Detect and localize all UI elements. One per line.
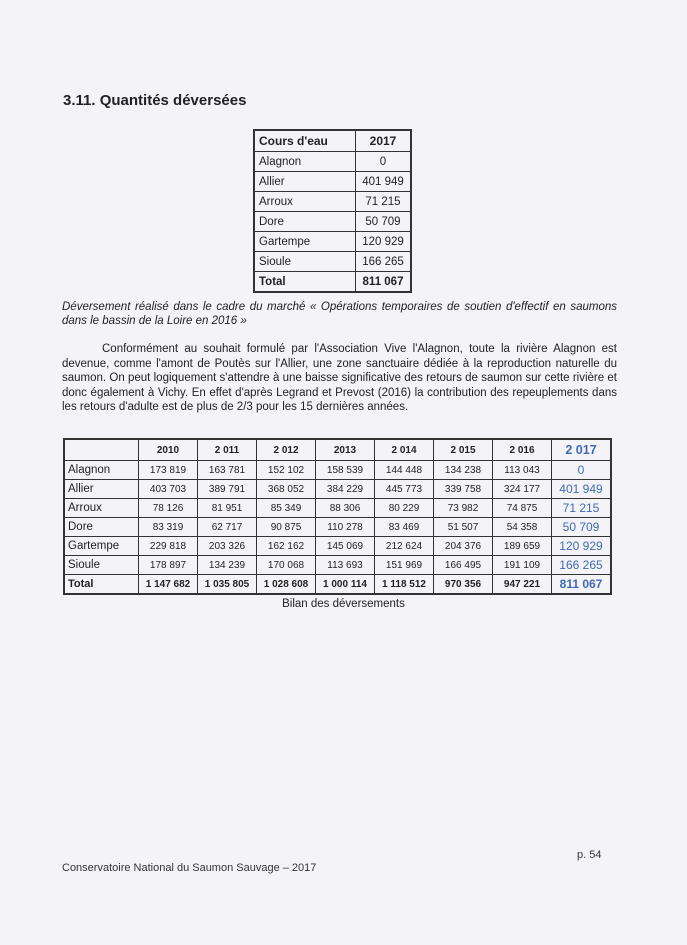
value-cell: 204 376 xyxy=(434,537,493,556)
year-header: 2 011 xyxy=(198,439,257,461)
river-name: Dore xyxy=(254,212,356,232)
value-cell: 384 229 xyxy=(316,480,375,499)
total-value: 811 067 xyxy=(356,272,412,293)
value-cell: 134 239 xyxy=(198,556,257,575)
value-cell: 134 238 xyxy=(434,461,493,480)
section-heading: 3.11. Quantités déversées xyxy=(63,92,247,109)
total-value-highlight: 811 067 xyxy=(552,575,612,595)
value-cell-highlight: 401 949 xyxy=(552,480,612,499)
value-cell: 113 693 xyxy=(316,556,375,575)
year-header: 2013 xyxy=(316,439,375,461)
value-cell: 368 052 xyxy=(257,480,316,499)
year-header: 2010 xyxy=(139,439,198,461)
value-cell-highlight: 71 215 xyxy=(552,499,612,518)
table-row xyxy=(254,212,411,232)
table-row xyxy=(254,152,411,172)
river-name: Gartempe xyxy=(254,232,356,252)
table-row xyxy=(64,480,611,499)
column-header-year: 2017 xyxy=(356,130,412,152)
value-cell: 212 624 xyxy=(375,537,434,556)
value-cell: 229 818 xyxy=(139,537,198,556)
value-cell: 324 177 xyxy=(493,480,552,499)
year-header-highlight: 2 017 xyxy=(552,439,612,461)
value-cell: 203 326 xyxy=(198,537,257,556)
value-cell: 62 717 xyxy=(198,518,257,537)
river-name: Alagnon xyxy=(254,152,356,172)
table-row xyxy=(254,192,411,212)
body-paragraph: Conformément au souhait formulé par l'Association Vive l'Alagnon, toute la rivière Alagnon est devenue, comme l'amont de Poutès sur l'Allier, une zone sanctuaire dédiée à la reproduction naturelle du saumon. On peut logiquement s'attendre à une baisse significative des retours de saumon sur cette rivière et donc également à Vichy. En effet d'après Legrand et Prevost (2016) la contribution des repeuplements dans les retours d'adulte est de plus de 2/3 pour les 15 dernières années. xyxy=(62,343,617,413)
river-name: Arroux xyxy=(254,192,356,212)
table-row xyxy=(64,499,611,518)
value-cell: 445 773 xyxy=(375,480,434,499)
value-cell: 162 162 xyxy=(257,537,316,556)
year-header: 2 012 xyxy=(257,439,316,461)
column-header-river: Cours d'eau xyxy=(254,130,356,152)
river-name: Gartempe xyxy=(64,537,139,556)
page-footer: Conservatoire National du Saumon Sauvage – 2017 xyxy=(62,862,317,874)
value-cell-highlight: 0 xyxy=(552,461,612,480)
value-cell: 173 819 xyxy=(139,461,198,480)
value-cell: 145 069 xyxy=(316,537,375,556)
table-total-row xyxy=(64,575,611,595)
quantity-value: 166 265 xyxy=(356,252,412,272)
value-cell: 90 875 xyxy=(257,518,316,537)
river-name: Sioule xyxy=(254,252,356,272)
value-cell: 83 319 xyxy=(139,518,198,537)
quantity-value: 401 949 xyxy=(356,172,412,192)
quantity-value: 120 929 xyxy=(356,232,412,252)
table-row xyxy=(64,461,611,480)
river-name: Arroux xyxy=(64,499,139,518)
quantity-value: 71 215 xyxy=(356,192,412,212)
value-cell: 73 982 xyxy=(434,499,493,518)
value-cell: 389 791 xyxy=(198,480,257,499)
river-name: Allier xyxy=(254,172,356,192)
value-cell: 152 102 xyxy=(257,461,316,480)
year-header: 2 014 xyxy=(375,439,434,461)
total-value: 1 147 682 xyxy=(139,575,198,595)
value-cell: 78 126 xyxy=(139,499,198,518)
river-name: Allier xyxy=(64,480,139,499)
table-total-row xyxy=(254,272,411,293)
total-value: 970 356 xyxy=(434,575,493,595)
table-caption: Bilan des déversements xyxy=(282,598,405,610)
value-cell: 158 539 xyxy=(316,461,375,480)
quantity-value: 0 xyxy=(356,152,412,172)
river-name: Sioule xyxy=(64,556,139,575)
table-row xyxy=(64,537,611,556)
value-cell: 74 875 xyxy=(493,499,552,518)
total-value: 1 000 114 xyxy=(316,575,375,595)
value-cell: 339 758 xyxy=(434,480,493,499)
value-cell: 81 951 xyxy=(198,499,257,518)
value-cell: 54 358 xyxy=(493,518,552,537)
table-row xyxy=(254,172,411,192)
table-row xyxy=(254,252,411,272)
table-row xyxy=(254,232,411,252)
value-cell: 85 349 xyxy=(257,499,316,518)
value-cell: 83 469 xyxy=(375,518,434,537)
table-row xyxy=(64,518,611,537)
value-cell: 110 278 xyxy=(316,518,375,537)
empty-header-cell xyxy=(64,439,139,461)
value-cell: 170 068 xyxy=(257,556,316,575)
value-cell-highlight: 166 265 xyxy=(552,556,612,575)
table-yearly-releases xyxy=(63,438,612,595)
total-label: Total xyxy=(64,575,139,595)
value-cell: 189 659 xyxy=(493,537,552,556)
value-cell-highlight: 120 929 xyxy=(552,537,612,556)
year-header: 2 015 xyxy=(434,439,493,461)
value-cell: 403 703 xyxy=(139,480,198,499)
value-cell: 80 229 xyxy=(375,499,434,518)
value-cell: 163 781 xyxy=(198,461,257,480)
total-value: 1 035 805 xyxy=(198,575,257,595)
value-cell: 151 969 xyxy=(375,556,434,575)
total-value: 1 028 608 xyxy=(257,575,316,595)
value-cell-highlight: 50 709 xyxy=(552,518,612,537)
value-cell: 191 109 xyxy=(493,556,552,575)
table-caption-italic: Déversement réalisé dans le cadre du marché « Opérations temporaires de soutien d'effectif en saumons dans le bassin de la Loire en 2016 » xyxy=(62,301,617,327)
table-row xyxy=(64,556,611,575)
year-header: 2 016 xyxy=(493,439,552,461)
quantity-value: 50 709 xyxy=(356,212,412,232)
value-cell: 113 043 xyxy=(493,461,552,480)
total-label: Total xyxy=(254,272,356,293)
value-cell: 144 448 xyxy=(375,461,434,480)
table-2017-quantities xyxy=(253,129,412,293)
value-cell: 51 507 xyxy=(434,518,493,537)
value-cell: 166 495 xyxy=(434,556,493,575)
value-cell: 88 306 xyxy=(316,499,375,518)
table-header-row xyxy=(64,439,611,461)
river-name: Dore xyxy=(64,518,139,537)
river-name: Alagnon xyxy=(64,461,139,480)
total-value: 947 221 xyxy=(493,575,552,595)
table-header-row xyxy=(254,130,411,152)
total-value: 1 118 512 xyxy=(375,575,434,595)
value-cell: 178 897 xyxy=(139,556,198,575)
page-number: p. 54 xyxy=(577,849,602,861)
